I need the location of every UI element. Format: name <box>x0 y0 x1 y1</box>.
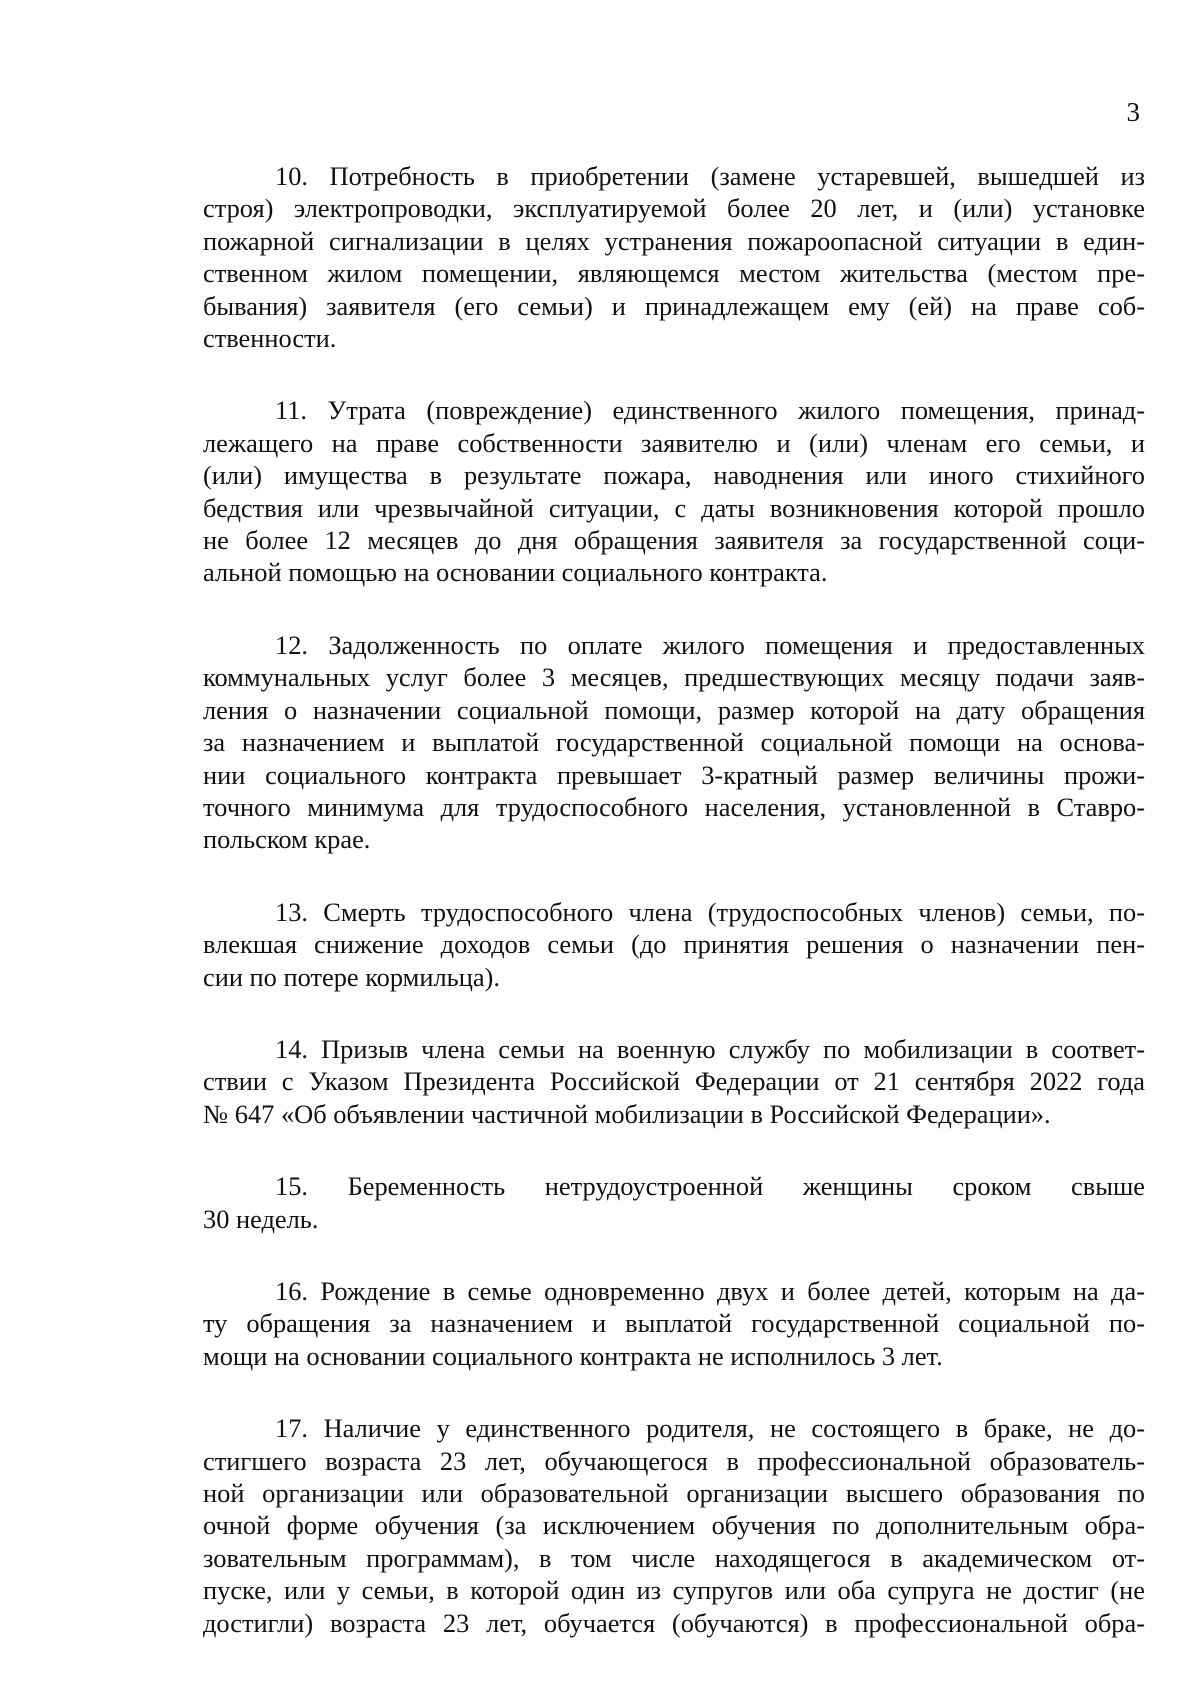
text-line: 14. Призыв члена семьи на военную службу по мобилизации в соответ- <box>275 1033 1145 1064</box>
text-line: № 647 «Об объявлении частичной мобилизации в Российской Федерации». <box>203 1098 1051 1129</box>
text-line: 17. Наличие у единственного родителя, не состоящего в браке, не до- <box>275 1413 1145 1444</box>
text-line: достигли) возраста 23 лет, обучается (обучаются) в профессиональной обра- <box>203 1607 1145 1638</box>
text-line: стигшего возраста 23 лет, обучающегося в профессиональной образователь- <box>203 1445 1145 1476</box>
text-line: бывания) заявителя (его семьи) и принадлежащем ему (ей) на праве соб- <box>203 290 1145 321</box>
text-line: коммунальных услуг более 3 месяцев, предшествующих месяцу подачи заяв- <box>203 662 1145 693</box>
paragraph-p15 <box>203 1170 1145 1235</box>
paragraph-p13 <box>203 896 1145 993</box>
text-line: мощи на основании социального контракта не исполнилось 3 лет. <box>203 1340 943 1371</box>
text-line: точного минимума для трудоспособного населения, установленной в Ставро- <box>203 791 1145 822</box>
text-line: 10. Потребность в приобретении (замене устаревшей, вышедшей из <box>275 161 1145 191</box>
text-line: 30 недель. <box>203 1203 319 1234</box>
text-line: ной организации или образовательной организации высшего образования по <box>203 1478 1145 1508</box>
text-line: альной помощью на основании социального контракта. <box>203 557 828 588</box>
text-line: за назначением и выплатой государственной социальной помощи на основа- <box>203 727 1145 758</box>
paragraph-p11 <box>203 394 1145 588</box>
document-body <box>203 160 1145 1679</box>
text-line: не более 12 месяцев до дня обращения заявителя за государственной соци- <box>203 525 1145 556</box>
text-line: зовательным программам), в том числе находящегося в академическом от- <box>203 1542 1145 1573</box>
text-line: 12. Задолженность по оплате жилого помещения и предоставленных <box>275 629 1145 660</box>
paragraph-p14 <box>203 1033 1145 1130</box>
text-line: 11. Утрата (повреждение) единственного жилого помещения, принад- <box>275 395 1145 426</box>
text-line: ления о назначении социальной помощи, размер которой на дату обращения <box>203 694 1145 725</box>
text-line: 16. Рождение в семье одновременно двух и более детей, которым на да- <box>275 1275 1145 1306</box>
text-line: польском крае. <box>203 824 371 855</box>
text-line: строя) электропроводки, эксплуатируемой более 20 лет, и (или) установке <box>203 193 1145 224</box>
paragraph-p17 <box>203 1412 1145 1639</box>
text-line: очной форме обучения (за исключением обучения по дополнительным обра- <box>203 1510 1145 1541</box>
text-line: бедствия или чрезвычайной ситуации, с даты возникновения которой прошло <box>203 492 1145 523</box>
paragraph-p16 <box>203 1275 1145 1372</box>
text-line: 13. Смерть трудоспособного члена (трудоспособных членов) семьи, по- <box>275 896 1145 927</box>
text-line: (или) имущества в результате пожара, наводнения или иного стихийного <box>203 460 1145 491</box>
text-line: сии по потере кормильца). <box>203 961 500 992</box>
text-line: ственном жилом помещении, являющемся местом жительства (местом пре- <box>203 258 1145 289</box>
text-line: влекшая снижение доходов семьи (до принятия решения о назначении пен- <box>203 929 1145 960</box>
text-line: нии социального контракта превышает 3-кратный размер величины прожи- <box>203 759 1145 790</box>
page-number: 3 <box>1126 97 1140 127</box>
text-line: ту обращения за назначением и выплатой государственной социальной по- <box>203 1308 1145 1339</box>
paragraph-p10 <box>203 160 1145 354</box>
text-line: ствии с Указом Президента Российской Федерации от 21 сентября 2022 года <box>203 1066 1145 1097</box>
text-line: пуске, или у семьи, в которой один из супругов или оба супруга не достиг (не <box>203 1575 1145 1606</box>
paragraph-p12 <box>203 629 1145 856</box>
text-line: пожарной сигнализации в целях устранения пожароопасной ситуации в един- <box>203 225 1145 256</box>
text-line: лежащего на праве собственности заявителю и (или) членам его семьи, и <box>203 427 1145 458</box>
text-line: 15. Беременность нетрудоустроенной женщины сроком свыше <box>275 1171 1145 1202</box>
text-line: ственности. <box>203 323 337 354</box>
